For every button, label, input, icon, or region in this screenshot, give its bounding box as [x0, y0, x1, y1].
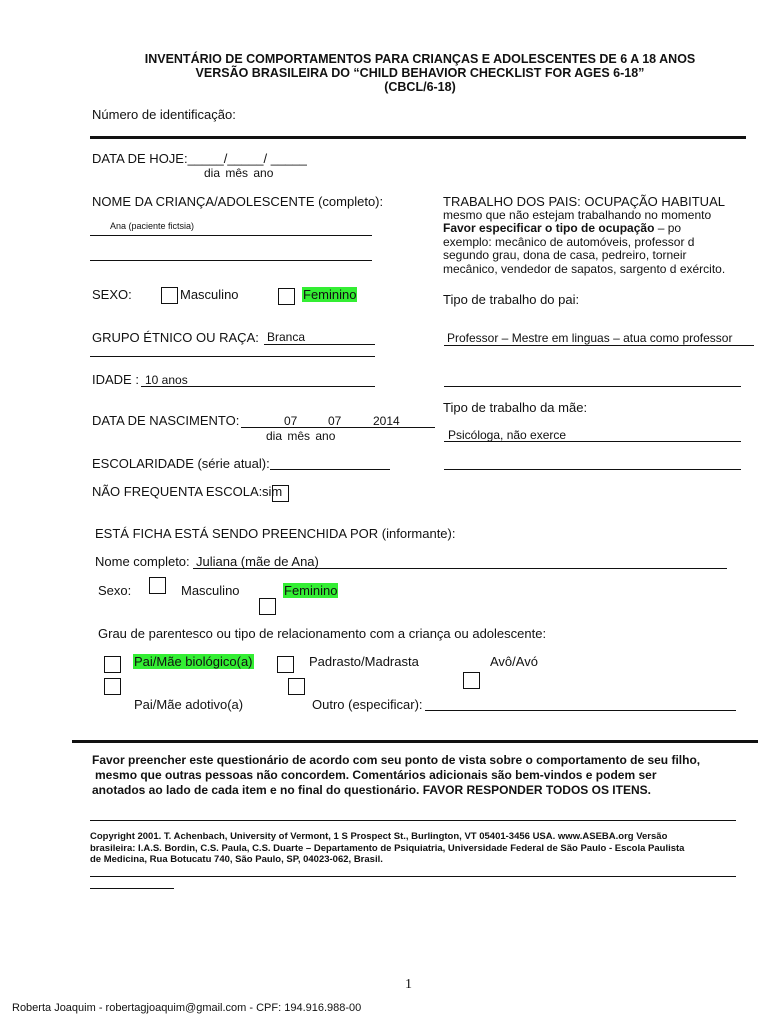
- sex-female-checkbox[interactable]: [278, 288, 295, 305]
- copyright-text: Copyright 2001. T. Achenbach, University of Vermont, 1 S Prospect St., Burlington, VT 05401-3456 USA. www.ASEBA.org Versão brasileira: I.A.S. Bordin, C.S. Paula, C.S. Duarte – Departamento de Psiquiatria, Universidade Federal de São Paulo - Escola Paulista de Medicina, Rua Botucatu 740, São Paulo, SP, 04023-062, Brasil.: [90, 831, 685, 865]
- birth-day-value[interactable]: 07: [284, 414, 298, 428]
- informant-name-label: Nome completo:: [95, 554, 190, 569]
- informant-heading: ESTÁ FICHA ESTÁ SENDO PREENCHIDA POR (informante):: [95, 526, 456, 541]
- no-school-label: NÃO FREQUENTA ESCOLA:: [92, 484, 263, 499]
- birth-month-value[interactable]: 07: [328, 414, 342, 428]
- age-line: [141, 386, 375, 387]
- sex-female-label: Feminino: [303, 287, 357, 302]
- other-relation-line: [425, 710, 736, 711]
- adoptive-parent-label: Pai/Mãe adotivo(a): [134, 697, 244, 712]
- child-name-line: [90, 235, 372, 236]
- form-title-line3: (CBCL/6-18): [384, 80, 456, 94]
- father-work-label: Tipo de trabalho do pai:: [443, 292, 580, 307]
- informant-name-line: [193, 568, 727, 569]
- ethnic-value[interactable]: Branca: [267, 330, 306, 344]
- informant-female-checkbox[interactable]: [259, 598, 276, 615]
- header-divider: [90, 136, 746, 139]
- copyright-top-line: [90, 820, 736, 821]
- form-title-line1: INVENTÁRIO DE COMPORTAMENTOS PARA CRIANÇAS E ADOLESCENTES DE 6 A 18 ANOS: [144, 52, 696, 66]
- child-name-line-2: [90, 260, 372, 261]
- grandparent-label: Avô/Avó: [490, 654, 538, 669]
- ethnic-line-2: [90, 356, 375, 357]
- instructions-text: Favor preencher este questionário de acordo com seu ponto de vista sobre o comportamento de seu filho, mesmo que outras pessoas não concordem. Comentários adicionais são bem-vindos e podem ser anotados ao lado de cada item e no final do questionário. FAVOR RESPONDER TODOS OS ITENS.: [92, 753, 701, 797]
- mother-work-line: [444, 441, 741, 442]
- sex-male-checkbox[interactable]: [161, 287, 178, 304]
- parents-work-heading: TRABALHO DOS PAIS: OCUPAÇÃO HABITUAL: [443, 194, 725, 209]
- age-label: IDADE :: [92, 372, 139, 387]
- ethnic-line: [264, 344, 375, 345]
- parents-work-instructions: mesmo que não estejam trabalhando no momento Favor especificar o tipo de ocupação – po exemplo: mecânico de automóveis, professor d segundo grau, dona de casa, pedreiro, torneir mecânico, vendedor de sapatos, sargento d exército.: [443, 208, 726, 276]
- sex-male-label: Masculino: [180, 287, 239, 302]
- father-work-line: [444, 345, 754, 346]
- relationship-label: Grau de parentesco ou tipo de relacionamento com a criança ou adolescente:: [98, 626, 547, 641]
- informant-male-checkbox[interactable]: [149, 577, 166, 594]
- watermark-text: Roberta Joaquim - robertagjoaquim@gmail.com - CPF: 194.916.988-00: [12, 1002, 362, 1014]
- copyright-short-line: [90, 888, 174, 889]
- mother-work-label: Tipo de trabalho da mãe:: [443, 400, 588, 415]
- birth-date-parts: dia mês ano: [266, 429, 336, 443]
- birth-date-line: [241, 427, 435, 428]
- age-value[interactable]: 10 anos: [145, 373, 188, 387]
- no-school-value: sim: [262, 484, 283, 499]
- grandparent-checkbox[interactable]: [463, 672, 480, 689]
- bio-parent-checkbox[interactable]: [104, 656, 121, 673]
- sex-label: SEXO:: [92, 287, 132, 302]
- school-line: [270, 469, 390, 470]
- mother-work-value[interactable]: Psicóloga, não exerce: [448, 428, 567, 442]
- informant-female-label: Feminino: [284, 583, 338, 598]
- step-parent-checkbox[interactable]: [277, 656, 294, 673]
- father-work-line-2: [444, 386, 741, 387]
- id-number-label: Número de identificação:: [92, 107, 236, 122]
- informant-sex-label: Sexo:: [98, 583, 132, 598]
- adoptive-parent-checkbox[interactable]: [104, 678, 121, 695]
- bio-parent-label: Pai/Mãe biológico(a): [134, 654, 253, 669]
- instructions-divider: [72, 740, 758, 743]
- other-relation-checkbox[interactable]: [288, 678, 305, 695]
- school-label: ESCOLARIDADE (série atual):: [92, 456, 270, 471]
- date-today-parts: dia mês ano: [204, 166, 274, 180]
- copyright-bottom-line: [90, 876, 736, 877]
- informant-name-value[interactable]: Juliana (mãe de Ana): [196, 554, 319, 569]
- mother-work-line-2: [444, 469, 741, 470]
- birth-date-label: DATA DE NASCIMENTO:: [92, 413, 240, 428]
- child-name-label: NOME DA CRIANÇA/ADOLESCENTE (completo):: [92, 194, 384, 209]
- step-parent-label: Padrasto/Madrasta: [309, 654, 419, 669]
- page-number: 1: [405, 977, 412, 992]
- form-title-line2: VERSÃO BRASILEIRA DO “CHILD BEHAVIOR CHECKLIST FOR AGES 6-18”: [195, 66, 645, 80]
- ethnic-label: GRUPO ÉTNICO OU RAÇA:: [92, 330, 259, 345]
- other-relation-label: Outro (especificar):: [312, 697, 423, 712]
- father-work-value[interactable]: Professor – Mestre em linguas – atua como professor: [447, 331, 733, 345]
- child-name-value[interactable]: Ana (paciente fictsia): [110, 221, 195, 231]
- informant-male-label: Masculino: [181, 583, 240, 598]
- birth-year-value[interactable]: 2014: [373, 414, 400, 428]
- date-today-label: DATA DE HOJE:_____/_____/ _____: [92, 151, 307, 166]
